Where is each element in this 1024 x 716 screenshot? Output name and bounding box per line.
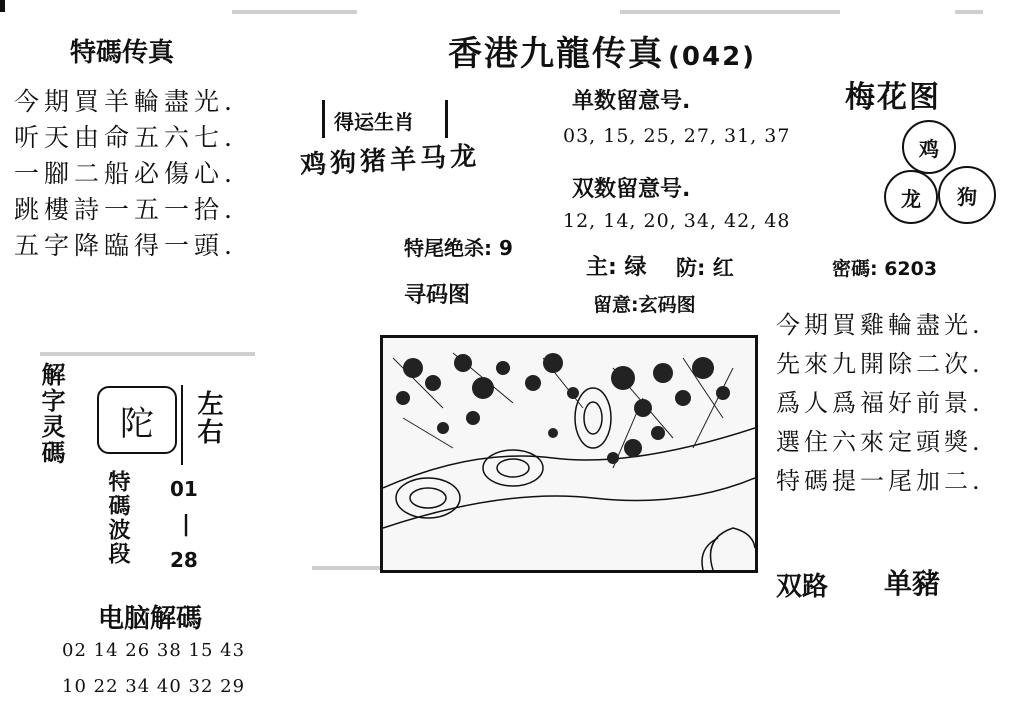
main-color: 主: 绿: [586, 255, 647, 280]
computer-row-1: 02 14 26 38 15 43: [62, 640, 246, 661]
lucky-animals: 鸡狗猪羊马龙: [299, 141, 481, 181]
riddle-divider: [181, 385, 183, 465]
issue-number: (042): [668, 42, 757, 72]
right-poem-line: 爲人爲福好前景.: [776, 389, 984, 417]
even-label: 双数留意号.: [572, 177, 691, 202]
main-title-text: 香港九龍传真: [448, 34, 664, 74]
main-title: [448, 26, 756, 75]
plum-circle-top: [902, 120, 956, 174]
left-poem-line: 听天由命五六七.: [14, 123, 237, 152]
riddle-special: 特碼波段: [105, 470, 130, 566]
riddle-char-box: [97, 386, 177, 454]
ink-illustration: [380, 335, 758, 573]
scan-artifact-top-left: [232, 10, 357, 14]
ink-illustration-drawing: [383, 338, 755, 570]
left-poem-line: 一腳二船必傷心.: [14, 159, 237, 188]
riddle-char: 陀: [120, 403, 154, 444]
left-poem-line: 今期買羊輪盡光.: [14, 87, 237, 116]
plum-circle-left: [884, 170, 938, 224]
scan-artifact-mid-left: [40, 352, 255, 356]
computer-row-2: 10 22 34 40 32 29: [62, 676, 246, 697]
lucky-label: 得运生肖: [334, 110, 414, 134]
right-poem-line: 選住六來定頭獎.: [776, 428, 984, 456]
riddle-value-2: |: [182, 512, 191, 537]
scan-artifact-top-far: [955, 10, 983, 14]
scan-artifact-top-right: [620, 10, 840, 14]
tail-kill: 特尾绝杀: 9: [404, 236, 513, 260]
double-road: 双路: [776, 572, 829, 602]
corner-mark: [0, 0, 5, 12]
plum-top-label: 鸡: [919, 136, 939, 161]
odd-numbers: 03, 15, 25, 27, 31, 37: [563, 125, 791, 147]
right-poem-line: 先來九開除二次.: [776, 350, 984, 378]
left-poem-line: 五字降臨得一頭.: [14, 231, 237, 260]
plum-circle-right: [938, 166, 996, 224]
plum-title: 梅花图: [845, 80, 941, 115]
plum-left-label: 龙: [901, 186, 921, 211]
riddle-value-3: 28: [170, 548, 198, 572]
computer-label: 电脑解碼: [98, 604, 203, 634]
single-pig: 单豬: [884, 567, 941, 600]
secret-code: 密碼: 6203: [832, 258, 938, 280]
picture-caption: 留意:玄码图: [593, 294, 696, 316]
left-poem-line: 跳樓詩一五一拾.: [14, 195, 237, 224]
guard-color: 防: 红: [676, 256, 734, 280]
riddle-label: 解字灵碼: [37, 362, 65, 466]
right-poem-line: 特碼提一尾加二.: [776, 467, 984, 495]
left-poem: [14, 84, 237, 264]
odd-label: 单数留意号.: [572, 89, 691, 114]
riddle-left-right: 左右: [193, 390, 223, 446]
find-code: 寻码图: [404, 283, 471, 308]
plum-right-label: 狗: [957, 184, 977, 209]
right-poem-line: 今期買雞輪盡光.: [776, 311, 984, 339]
right-poem: [776, 306, 984, 501]
left-poem-title: 特碼传真: [70, 38, 175, 68]
riddle-value-1: 01: [170, 477, 198, 501]
even-numbers: 12, 14, 20, 34, 42, 48: [563, 210, 791, 232]
